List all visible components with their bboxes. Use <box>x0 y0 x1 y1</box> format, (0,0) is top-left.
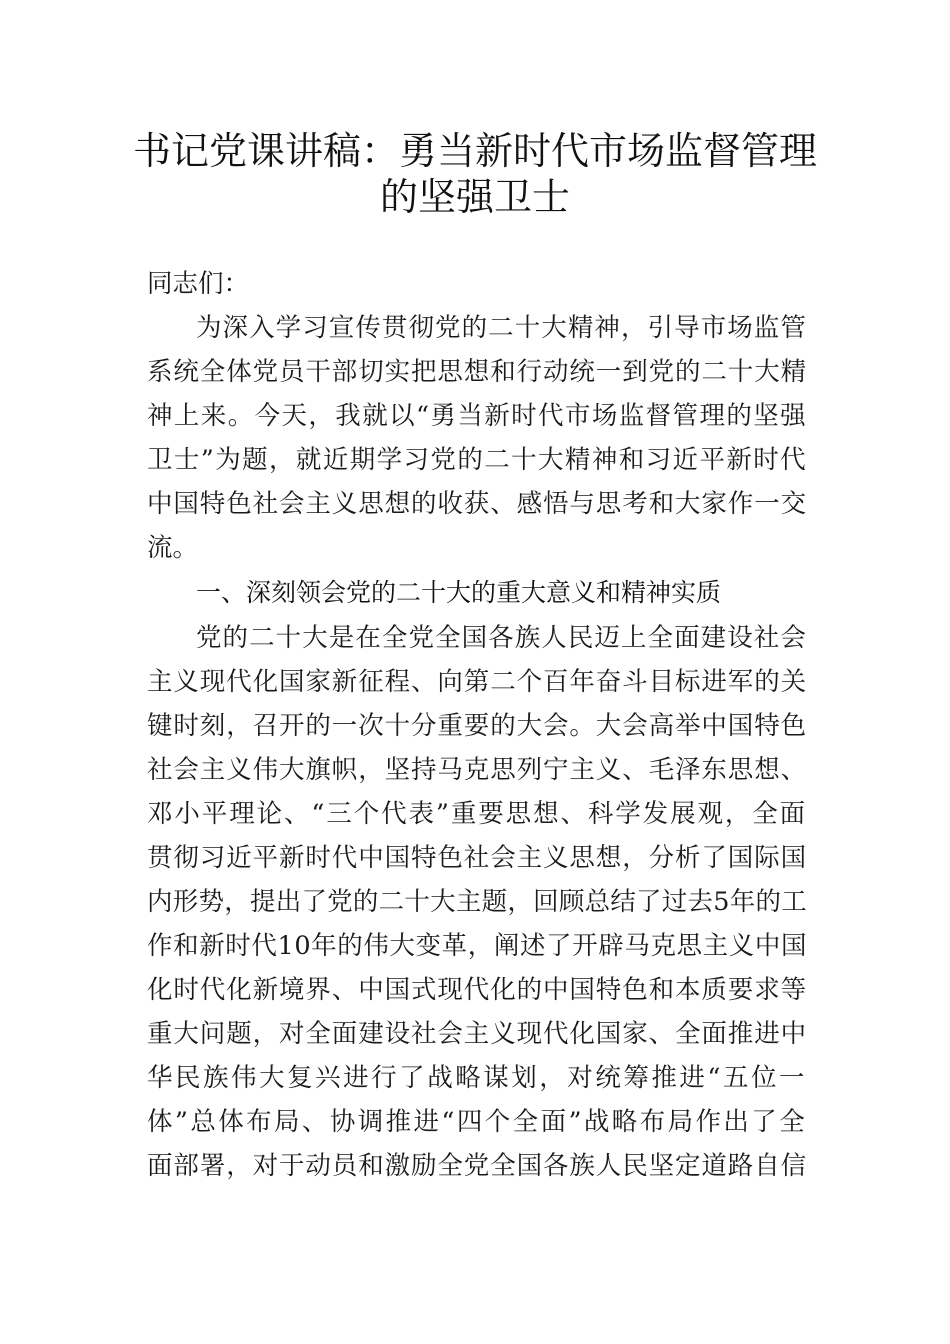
paragraph-2-line: 华民族伟大复兴进行了战略谋划，对统筹推进“五位一 <box>147 1063 808 1093</box>
paragraph-1-line: 中国特色社会主义思想的收获、感悟与思考和大家作一交 <box>147 489 808 519</box>
paragraph-2-line: 面部署，对于动员和激励全党全国各族人民坚定道路自信 <box>147 1151 808 1181</box>
paragraph-2-line: 社会主义伟大旗帜，坚持马克思列宁主义、毛泽东思想、 <box>147 755 808 785</box>
salutation: 同志们： <box>147 269 250 299</box>
document-title-line-2: 的坚强卫士 <box>379 175 570 219</box>
paragraph-2-line: 党的二十大是在全党全国各族人民迈上全面建设社会 <box>196 623 807 653</box>
paragraph-1-line: 为深入学习宣传贯彻党的二十大精神，引导市场监管 <box>196 313 807 343</box>
paragraph-2-line: 重大问题，对全面建设社会主义现代化国家、全面推进中 <box>147 1019 808 1049</box>
paragraph-1-line: 系统全体党员干部切实把思想和行动统一到党的二十大精 <box>147 357 808 387</box>
paragraph-2-line: 邓小平理论、“三个代表”重要思想、科学发展观，全面 <box>147 799 808 829</box>
paragraph-2-line: 贯彻习近平新时代中国特色社会主义思想，分析了国际国 <box>147 843 808 873</box>
paragraph-2-line: 键时刻，召开的一次十分重要的大会。大会高举中国特色 <box>147 711 808 741</box>
paragraph-2-line: 作和新时代10年的伟大变革，阐述了开辟马克思主义中国 <box>147 931 808 961</box>
paragraph-1-line: 卫士”为题，就近期学习党的二十大精神和习近平新时代 <box>147 445 808 475</box>
paragraph-2-line: 化时代化新境界、中国式现代化的中国特色和本质要求等 <box>147 975 808 1005</box>
paragraph-2-line: 内形势，提出了党的二十大主题，回顾总结了过去5年的工 <box>147 887 807 917</box>
document-title-line-1: 书记党课讲稿：勇当新时代市场监督管理 <box>132 129 817 173</box>
paragraph-2-line: 主义现代化国家新征程、向第二个百年奋斗目标进军的关 <box>147 667 808 697</box>
paragraph-1-line: 流。 <box>147 533 199 563</box>
paragraph-1-line: 神上来。今天，我就以“勇当新时代市场监督管理的坚强 <box>147 401 808 431</box>
paragraph-2-line: 体”总体布局、协调推进“四个全面”战略布局作出了全 <box>147 1107 808 1137</box>
section-1-heading: 一、深刻领会党的二十大的重大意义和精神实质 <box>196 578 722 607</box>
